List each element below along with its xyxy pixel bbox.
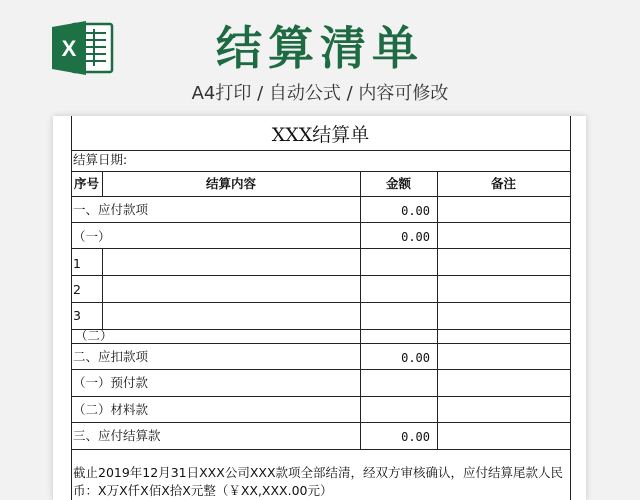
row-divider [71,222,571,223]
row-settlement-payable-amount: 0.00 [401,430,430,444]
title-rule [71,150,571,151]
row-divider [71,275,571,276]
page-left-border [71,116,72,500]
row-payables-sub1-label: （一） [73,229,111,244]
svg-text:X: X [61,36,77,61]
row-deductions-amount: 0.00 [401,351,430,365]
row-divider [71,396,571,397]
banner-subtitle: A4打印 / 自动公式 / 内容可修改 [191,83,449,104]
row-deductions-label: 二、应扣款项 [73,349,149,364]
table-bottom-border [71,449,571,450]
page-right-border [570,116,571,500]
document-title: XXX结算单 [271,124,370,146]
row-seq-1: 1 [73,256,81,271]
row-settlement-payable-label: 三、应付结算款 [73,428,161,443]
row-divider [71,422,571,423]
row-divider [71,302,571,303]
column-header-seq: 序号 [73,176,99,191]
row-payables-sub2-label: （二） [75,328,113,343]
row-advance-payment-label: （一）预付款 [73,375,149,390]
column-header-remark: 备注 [490,176,516,191]
row-divider [71,329,571,330]
row-divider [71,343,571,344]
row-payables-amount: 0.00 [401,204,430,218]
banner-title: 结算清单 [216,21,424,75]
settlement-statement: 截止2019年12月31日XXX公司XXX款项全部结清，经双方审核确认，应付结算尾款人民币：X万X仟X佰X拾X元整（￥XX,XXX.00元） [73,465,564,498]
row-seq-3: 3 [73,308,81,323]
header-bottom-border [71,196,571,197]
column-header-content: 结算内容 [205,176,256,191]
row-seq-2: 2 [73,282,81,297]
seq-column-divider [102,248,103,329]
remark-column-divider [437,171,438,449]
row-material-cost-label: （二）材料款 [73,402,149,417]
table-top-border [71,171,571,172]
settlement-date-label: 结算日期: [73,152,128,167]
row-divider [71,369,571,370]
row-payables-sub1-amount: 0.00 [401,230,430,244]
spreadsheet-page [53,116,586,500]
row-divider [71,248,571,249]
column-header-amount: 金额 [385,176,411,191]
row-payables-label: 一、应付款项 [73,202,149,217]
